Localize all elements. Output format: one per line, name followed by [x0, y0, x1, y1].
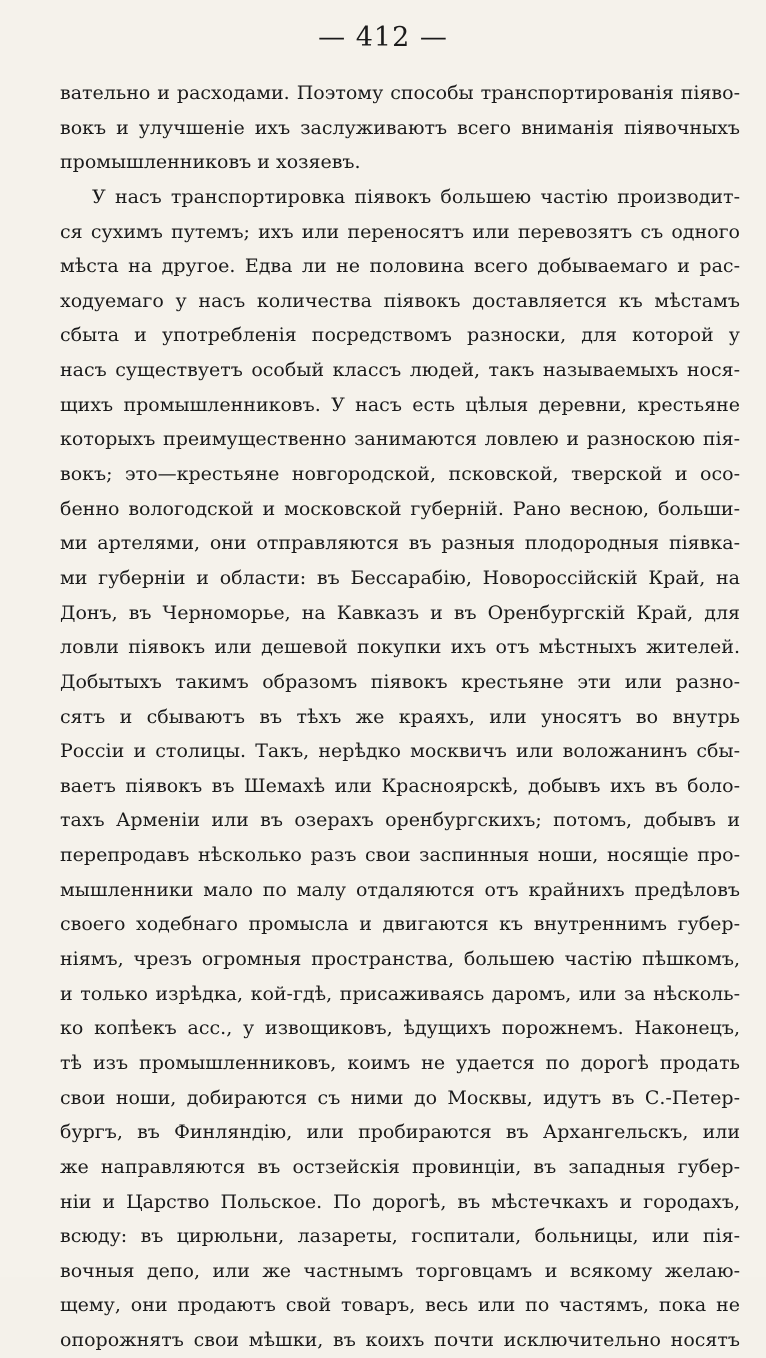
- text-line: Донъ, въ Черноморье, на Кавказъ и въ Оренбургскій Край, для: [60, 601, 740, 624]
- text-line: щихъ промышленниковъ. У насъ есть цѣлыя деревни, крестьяне: [60, 393, 740, 416]
- text-line: вочныя депо, или же частнымъ торговцамъ и всякому желаю-: [60, 1259, 740, 1282]
- text-line: тѣ изъ промышленниковъ, коимъ не удается по дорогѣ продать: [60, 1051, 740, 1074]
- text-line: ся сухимъ путемъ; ихъ или переносятъ или перевозятъ съ одного: [60, 220, 740, 243]
- body-text: [60, 76, 740, 1358]
- text-line: вокъ; это—крестьяне новгородской, псковской, тверской и осо-: [60, 463, 740, 486]
- text-line: У насъ транспортировка піявокъ большею частію производит-: [92, 185, 740, 208]
- text-line: мѣста на другое. Едва ли не половина всего добываемаго и рас-: [60, 255, 740, 278]
- text-line: Добытыхъ такимъ образомъ піявокъ крестьяне эти или разно-: [60, 670, 740, 693]
- text-line: Россіи и столицы. Такъ, нерѣдко москвичъ или воложанинъ сбы-: [60, 740, 740, 763]
- text-line: бургъ, въ Финляндію, или пробираются въ Архангельскъ, или: [60, 1121, 740, 1144]
- text-line: ми губерніи и области: въ Бессарабію, Новороссійскій Край, на: [60, 566, 740, 589]
- text-line: ловли піявокъ или дешевой покупки ихъ отъ мѣстныхъ жителей.: [60, 636, 740, 659]
- text-line: перепродавъ нѣсколько разъ свои заспинныя ноши, носящіе про-: [60, 844, 740, 867]
- text-line: опорожнятъ свои мѣшки, въ коихъ почти исключительно носятъ: [60, 1329, 740, 1352]
- text-line: бенно вологодской и московской губерній. Рано весною, больши-: [60, 497, 740, 520]
- text-line: же направляются въ остзейскія провинціи, въ западныя губер-: [60, 1155, 740, 1178]
- text-line: насъ существуетъ особый классъ людей, такъ называемыхъ нося-: [60, 359, 740, 382]
- text-line: ніи и Царство Польское. По дорогѣ, въ мѣстечкахъ и городахъ,: [60, 1190, 740, 1213]
- text-line: и только изрѣдка, кой-гдѣ, присаживаясь даромъ, или за нѣсколь-: [60, 982, 740, 1005]
- text-line: ко копѣекъ асс., у извощиковъ, ѣдущихъ порожнемъ. Наконецъ,: [60, 1017, 740, 1040]
- text-line: сятъ и сбываютъ въ тѣхъ же краяхъ, или уносятъ во внутрь: [60, 705, 740, 728]
- text-line: которыхъ преимущественно занимаются ловлею и разноскою пія-: [60, 428, 740, 451]
- text-line: щему, они продаютъ свой товаръ, весь или по частямъ, пока не: [60, 1294, 740, 1317]
- text-line: свои ноши, добираются съ ними до Москвы, идутъ въ С.-Петер-: [60, 1086, 740, 1109]
- text-line: мышленники мало по малу отдаляются отъ крайнихъ предѣловъ: [60, 878, 740, 901]
- text-line: ходуемаго у насъ количества піявокъ доставляется къ мѣстамъ: [60, 289, 740, 312]
- text-line: ваетъ піявокъ въ Шемахѣ или Красноярскѣ, добывъ ихъ въ боло-: [60, 774, 740, 797]
- text-line: всюду: въ цирюльни, лазареты, госпитали, больницы, или пія-: [60, 1225, 740, 1248]
- text-line: ніямъ, чрезъ огромныя пространства, большею частію пѣшкомъ,: [60, 948, 740, 971]
- text-line: промышленниковъ и хозяевъ.: [60, 151, 361, 174]
- text-line: вательно и расходами. Поэтому способы транспортированія піяво-: [60, 82, 740, 104]
- text-line: тахъ Арменіи или въ озерахъ оренбургскихъ; потомъ, добывъ и: [60, 809, 740, 832]
- text-line: сбыта и употребленія посредствомъ разноски, для которой у: [60, 324, 740, 347]
- page-number: — 412 —: [318, 22, 448, 53]
- text-line: ми артелями, они отправляются въ разныя плодородныя піявка-: [60, 532, 740, 555]
- text-line: своего ходебнаго промысла и двигаются къ внутреннимъ губер-: [60, 913, 740, 936]
- text-line: вокъ и улучшеніе ихъ заслуживаютъ всего вниманія піявочныхъ: [60, 116, 740, 139]
